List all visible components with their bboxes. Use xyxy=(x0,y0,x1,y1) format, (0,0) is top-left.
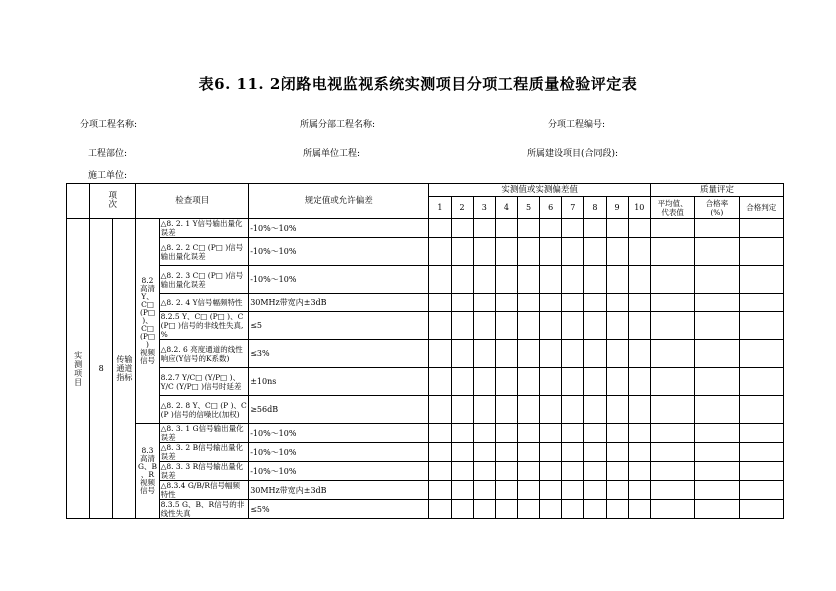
spec-cell: -10%～10% xyxy=(249,462,429,481)
quality-cell[interactable] xyxy=(695,266,739,294)
measured-value-cell[interactable] xyxy=(429,462,451,481)
header-blank xyxy=(67,184,90,219)
measured-value-cell[interactable] xyxy=(429,424,451,443)
measured-value-cell[interactable] xyxy=(517,481,539,500)
measured-value-cell[interactable] xyxy=(606,481,628,500)
measured-value-cell[interactable] xyxy=(628,294,650,312)
check-item-cell: △8. 3. 3 R信号输出量化误差 xyxy=(159,462,249,481)
check-item-cell: 8.2.7 Y/C□ (Y/P□ )、Y/C (Y/P□ )信号时延差 xyxy=(159,368,249,396)
measured-value-cell[interactable] xyxy=(495,294,517,312)
quality-cell[interactable] xyxy=(739,424,784,443)
measured-value-cell[interactable] xyxy=(606,500,628,519)
measured-value-cell[interactable] xyxy=(451,481,473,500)
header-col-2: 2 xyxy=(451,197,473,219)
header-col-1: 1 xyxy=(429,197,451,219)
unit-project-label: 所属单位工程: xyxy=(303,149,361,159)
quality-cell[interactable] xyxy=(739,340,784,368)
measured-value-cell[interactable] xyxy=(451,219,473,238)
check-item-cell: △8. 2. 8 Y、C□ (P )、C (P )信号的信噪比(加权) xyxy=(159,396,249,424)
table-row xyxy=(67,238,784,266)
quality-cell[interactable] xyxy=(695,462,739,481)
measured-value-cell[interactable] xyxy=(495,340,517,368)
measured-value-cell[interactable] xyxy=(628,238,650,266)
measured-value-cell[interactable] xyxy=(606,312,628,340)
measured-value-cell[interactable] xyxy=(584,481,606,500)
measured-value-cell[interactable] xyxy=(628,462,650,481)
measured-value-cell[interactable] xyxy=(495,238,517,266)
measured-value-cell[interactable] xyxy=(473,340,495,368)
measured-value-cell[interactable] xyxy=(562,424,584,443)
header-measured: 实测值或实测偏差值 xyxy=(429,184,651,197)
measured-value-cell[interactable] xyxy=(495,219,517,238)
measured-value-cell[interactable] xyxy=(451,368,473,396)
division-name-label: 所属分部工程名称: xyxy=(300,120,376,130)
measured-value-cell[interactable] xyxy=(540,219,562,238)
quality-cell[interactable] xyxy=(695,443,739,462)
measured-value-cell[interactable] xyxy=(495,443,517,462)
header-col-5: 5 xyxy=(517,197,539,219)
measured-value-cell[interactable] xyxy=(562,481,584,500)
measured-value-cell[interactable] xyxy=(562,462,584,481)
measured-value-cell[interactable] xyxy=(540,424,562,443)
table-row xyxy=(67,266,784,294)
measured-value-cell[interactable] xyxy=(517,443,539,462)
measured-value-cell[interactable] xyxy=(628,396,650,424)
measured-value-cell[interactable] xyxy=(628,266,650,294)
quality-cell[interactable] xyxy=(695,340,739,368)
measured-value-cell[interactable] xyxy=(495,424,517,443)
header-col-9: 9 xyxy=(606,197,628,219)
quality-cell[interactable] xyxy=(695,424,739,443)
measured-value-cell[interactable] xyxy=(540,266,562,294)
measured-value-cell[interactable] xyxy=(562,219,584,238)
quality-cell[interactable] xyxy=(650,424,694,443)
measured-value-cell[interactable] xyxy=(473,396,495,424)
measured-value-cell[interactable] xyxy=(562,443,584,462)
measured-value-cell[interactable] xyxy=(584,500,606,519)
quality-cell[interactable] xyxy=(650,340,694,368)
measured-value-cell[interactable] xyxy=(606,443,628,462)
table-row xyxy=(67,219,784,238)
measured-value-cell[interactable] xyxy=(540,340,562,368)
measured-value-cell[interactable] xyxy=(540,462,562,481)
check-item-cell: △8.3.4 G/B/R信号幅频特性 xyxy=(159,481,249,500)
header-col-6: 6 xyxy=(540,197,562,219)
measured-value-cell[interactable] xyxy=(628,500,650,519)
measured-value-cell[interactable] xyxy=(628,481,650,500)
measured-value-cell[interactable] xyxy=(473,312,495,340)
header-col-7: 7 xyxy=(562,197,584,219)
spec-cell: 30MHz带宽内±3dB xyxy=(249,481,429,500)
table-row xyxy=(67,312,784,340)
measured-value-cell[interactable] xyxy=(429,368,451,396)
measured-value-cell[interactable] xyxy=(451,500,473,519)
measured-value-cell[interactable] xyxy=(517,368,539,396)
quality-cell[interactable] xyxy=(739,312,784,340)
header-quality: 质量评定 xyxy=(650,184,783,197)
check-item-cell: △8. 2. 2 C□ (P□ )信号输出量化误差 xyxy=(159,238,249,266)
measured-value-cell[interactable] xyxy=(540,368,562,396)
spec-cell: ≤3% xyxy=(249,340,429,368)
spec-cell: -10%～10% xyxy=(249,443,429,462)
measured-value-cell[interactable] xyxy=(473,266,495,294)
table-row xyxy=(67,396,784,424)
spec-cell: -10%～10% xyxy=(249,219,429,238)
subgroup-8-3: 8.3 高清 G、B 、R 视频 信号 xyxy=(136,424,159,519)
quality-cell[interactable] xyxy=(695,219,739,238)
check-item-cell: △8. 2. 4 Y信号幅频特性 xyxy=(159,294,249,312)
quality-cell[interactable] xyxy=(650,368,694,396)
measured-value-cell[interactable] xyxy=(517,500,539,519)
measured-value-cell[interactable] xyxy=(429,312,451,340)
quality-cell[interactable] xyxy=(695,396,739,424)
measured-value-cell[interactable] xyxy=(473,443,495,462)
measured-value-cell[interactable] xyxy=(584,312,606,340)
check-item-cell: 8.2.5 Y、C□ (P□ )、C (P□ )信号的非线性失真, % xyxy=(159,312,249,340)
group-name: 传输 通道 指标 xyxy=(113,219,136,519)
quality-cell[interactable] xyxy=(650,238,694,266)
measured-value-cell[interactable] xyxy=(606,340,628,368)
header-spec: 规定值或允许偏差 xyxy=(249,184,429,219)
measured-value-cell[interactable] xyxy=(451,340,473,368)
check-item-cell: △8. 3. 2 B信号输出量化误差 xyxy=(159,443,249,462)
measured-value-cell[interactable] xyxy=(451,396,473,424)
quality-cell[interactable] xyxy=(739,396,784,424)
measured-value-cell[interactable] xyxy=(562,238,584,266)
page-title: 表6. 11. 2闭路电视监视系统实测项目分项工程质量检验评定表 xyxy=(198,75,638,93)
measured-value-cell[interactable] xyxy=(606,266,628,294)
measured-value-cell[interactable] xyxy=(562,368,584,396)
measured-value-cell[interactable] xyxy=(473,424,495,443)
measured-value-cell[interactable] xyxy=(584,266,606,294)
measured-value-cell[interactable] xyxy=(628,424,650,443)
measured-value-cell[interactable] xyxy=(517,396,539,424)
measured-value-cell[interactable] xyxy=(495,396,517,424)
header-check-item: 检查项目 xyxy=(136,184,249,219)
quality-cell[interactable] xyxy=(695,238,739,266)
measured-value-cell[interactable] xyxy=(517,312,539,340)
group-label: 实 测 项 目 xyxy=(67,219,90,519)
measured-value-cell[interactable] xyxy=(584,219,606,238)
quality-cell[interactable] xyxy=(650,219,694,238)
measured-value-cell[interactable] xyxy=(517,266,539,294)
measured-value-cell[interactable] xyxy=(562,396,584,424)
quality-cell[interactable] xyxy=(650,266,694,294)
spec-cell: ±10ns xyxy=(249,368,429,396)
table-row xyxy=(67,443,784,462)
measured-value-cell[interactable] xyxy=(429,219,451,238)
measured-value-cell[interactable] xyxy=(451,443,473,462)
header-col-8: 8 xyxy=(584,197,606,219)
measured-value-cell[interactable] xyxy=(495,462,517,481)
check-item-cell: △8. 3. 1 G信号输出量化误差 xyxy=(159,424,249,443)
quality-cell[interactable] xyxy=(739,443,784,462)
spec-cell: -10%～10% xyxy=(249,424,429,443)
measured-value-cell[interactable] xyxy=(473,294,495,312)
measured-value-cell[interactable] xyxy=(584,424,606,443)
measured-value-cell[interactable] xyxy=(606,424,628,443)
header-col-3: 3 xyxy=(473,197,495,219)
measured-value-cell[interactable] xyxy=(540,238,562,266)
measured-value-cell[interactable] xyxy=(606,294,628,312)
quality-cell[interactable] xyxy=(739,462,784,481)
measured-value-cell[interactable] xyxy=(495,368,517,396)
header-avg: 平均值、 代表值 xyxy=(650,197,694,219)
measured-value-cell[interactable] xyxy=(628,219,650,238)
quality-cell[interactable] xyxy=(695,312,739,340)
measured-value-cell[interactable] xyxy=(451,238,473,266)
measured-value-cell[interactable] xyxy=(429,294,451,312)
measured-value-cell[interactable] xyxy=(517,424,539,443)
table-row xyxy=(67,340,784,368)
check-item-cell: △8.2. 6 亮度通道的线性响应(Y信号的K系数) xyxy=(159,340,249,368)
measured-value-cell[interactable] xyxy=(451,462,473,481)
measured-value-cell[interactable] xyxy=(562,340,584,368)
measured-value-cell[interactable] xyxy=(540,481,562,500)
measured-value-cell[interactable] xyxy=(628,368,650,396)
table-row xyxy=(67,500,784,519)
quality-cell[interactable] xyxy=(695,294,739,312)
measured-value-cell[interactable] xyxy=(584,238,606,266)
quality-cell[interactable] xyxy=(650,443,694,462)
measured-value-cell[interactable] xyxy=(628,443,650,462)
measured-value-cell[interactable] xyxy=(495,500,517,519)
measured-value-cell[interactable] xyxy=(473,500,495,519)
check-item-cell: △8. 2. 1 Y信号输出量化误差 xyxy=(159,219,249,238)
quality-cell[interactable] xyxy=(739,294,784,312)
measured-value-cell[interactable] xyxy=(517,219,539,238)
quality-cell[interactable] xyxy=(739,266,784,294)
measured-value-cell[interactable] xyxy=(429,443,451,462)
measured-value-cell[interactable] xyxy=(584,396,606,424)
measured-value-cell[interactable] xyxy=(606,238,628,266)
spec-cell: ≤5 xyxy=(249,312,429,340)
measured-value-cell[interactable] xyxy=(584,368,606,396)
measured-value-cell[interactable] xyxy=(429,481,451,500)
table-row xyxy=(67,424,784,443)
measured-value-cell[interactable] xyxy=(517,462,539,481)
spec-cell: ≤5% xyxy=(249,500,429,519)
contractor-label: 施工单位: xyxy=(88,171,128,181)
quality-inspection-table xyxy=(66,183,784,519)
measured-value-cell[interactable] xyxy=(584,294,606,312)
measured-value-cell[interactable] xyxy=(451,294,473,312)
measured-value-cell[interactable] xyxy=(517,238,539,266)
table-row xyxy=(67,294,784,312)
measured-value-cell[interactable] xyxy=(562,500,584,519)
quality-cell[interactable] xyxy=(695,481,739,500)
header-col-4: 4 xyxy=(495,197,517,219)
quality-cell[interactable] xyxy=(739,238,784,266)
measured-value-cell[interactable] xyxy=(473,219,495,238)
group-number: 8 xyxy=(90,219,113,519)
subproject-name-label: 分项工程名称: xyxy=(80,120,138,130)
measured-value-cell[interactable] xyxy=(540,443,562,462)
table-row xyxy=(67,462,784,481)
check-item-cell: 8.3.5 G、B、R信号的非线性失真 xyxy=(159,500,249,519)
header-item-no: 项 次 xyxy=(90,184,136,219)
measured-value-cell[interactable] xyxy=(540,500,562,519)
quality-cell[interactable] xyxy=(650,500,694,519)
quality-cell[interactable] xyxy=(695,500,739,519)
measured-value-cell[interactable] xyxy=(473,238,495,266)
measured-value-cell[interactable] xyxy=(562,312,584,340)
spec-cell: ≥56dB xyxy=(249,396,429,424)
quality-cell[interactable] xyxy=(650,396,694,424)
quality-cell[interactable] xyxy=(739,368,784,396)
measured-value-cell[interactable] xyxy=(540,396,562,424)
measured-value-cell[interactable] xyxy=(517,294,539,312)
measured-value-cell[interactable] xyxy=(473,462,495,481)
measured-value-cell[interactable] xyxy=(517,340,539,368)
measured-value-cell[interactable] xyxy=(584,340,606,368)
measured-value-cell[interactable] xyxy=(451,424,473,443)
quality-cell[interactable] xyxy=(650,312,694,340)
measured-value-cell[interactable] xyxy=(540,294,562,312)
measured-value-cell[interactable] xyxy=(429,396,451,424)
table-row xyxy=(67,368,784,396)
measured-value-cell[interactable] xyxy=(628,340,650,368)
subproject-code-label: 分项工程编号: xyxy=(548,120,606,130)
measured-value-cell[interactable] xyxy=(473,368,495,396)
measured-value-cell[interactable] xyxy=(429,340,451,368)
measured-value-cell[interactable] xyxy=(429,238,451,266)
spec-cell: -10%～10% xyxy=(249,238,429,266)
header-pass-judge: 合格判定 xyxy=(739,197,784,219)
header-pass-rate: 合格率 (%) xyxy=(695,197,739,219)
quality-cell[interactable] xyxy=(695,368,739,396)
measured-value-cell[interactable] xyxy=(606,462,628,481)
measured-value-cell[interactable] xyxy=(628,312,650,340)
measured-value-cell[interactable] xyxy=(429,266,451,294)
spec-cell: 30MHz带宽内±3dB xyxy=(249,294,429,312)
quality-cell[interactable] xyxy=(739,219,784,238)
measured-value-cell[interactable] xyxy=(429,500,451,519)
measured-value-cell[interactable] xyxy=(473,481,495,500)
measured-value-cell[interactable] xyxy=(606,368,628,396)
measured-value-cell[interactable] xyxy=(562,294,584,312)
check-item-cell: △8. 2. 3 C□ (P□ )信号输出量化误差 xyxy=(159,266,249,294)
measured-value-cell[interactable] xyxy=(584,462,606,481)
quality-cell[interactable] xyxy=(739,500,784,519)
spec-cell: -10%～10% xyxy=(249,266,429,294)
measured-value-cell[interactable] xyxy=(451,266,473,294)
measured-value-cell[interactable] xyxy=(540,312,562,340)
measured-value-cell[interactable] xyxy=(562,266,584,294)
subgroup-8-2: 8.2 高清 Y、 C□ (P□ )、 C□ (P□ ) 视频 信号 xyxy=(136,219,159,424)
measured-value-cell[interactable] xyxy=(495,312,517,340)
construction-project-label: 所属建设项目(合同段): xyxy=(527,149,619,159)
quality-cell[interactable] xyxy=(650,481,694,500)
quality-cell[interactable] xyxy=(650,462,694,481)
table-row xyxy=(67,481,784,500)
quality-cell[interactable] xyxy=(650,294,694,312)
measured-value-cell[interactable] xyxy=(606,396,628,424)
measured-value-cell[interactable] xyxy=(606,219,628,238)
project-site-label: 工程部位: xyxy=(88,149,128,159)
measured-value-cell[interactable] xyxy=(451,312,473,340)
measured-value-cell[interactable] xyxy=(495,481,517,500)
measured-value-cell[interactable] xyxy=(584,443,606,462)
header-col-10: 10 xyxy=(628,197,650,219)
quality-cell[interactable] xyxy=(739,481,784,500)
measured-value-cell[interactable] xyxy=(495,266,517,294)
